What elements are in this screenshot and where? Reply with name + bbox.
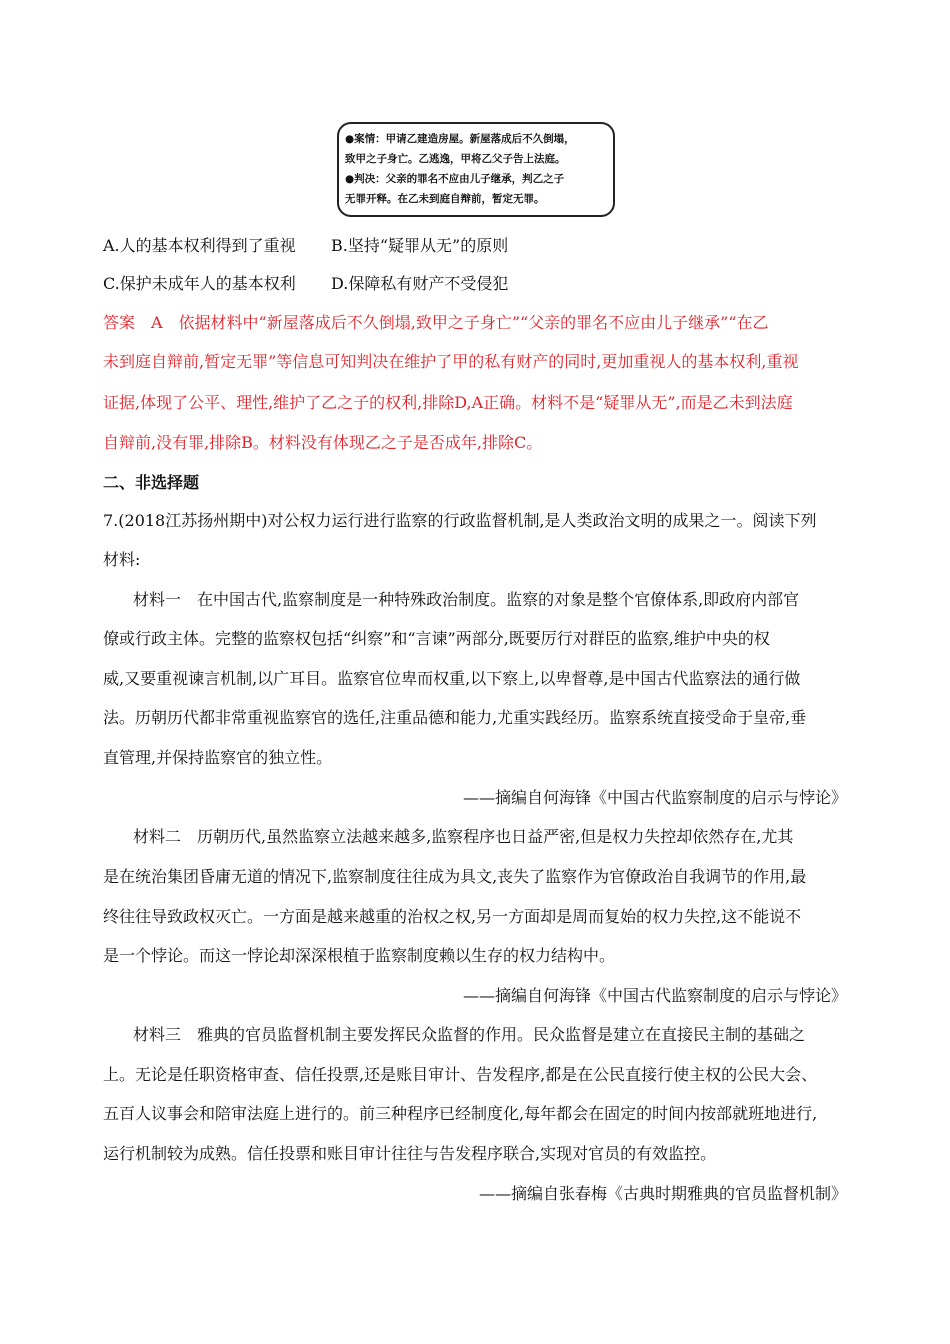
material-three-line: 材料三 雅典的官员监督机制主要发挥民众监督的作用。民众监督是建立在直接民主制的基础之	[133, 1025, 806, 1044]
material-two-source: ——摘编自何海锋《中国古代监察制度的启示与悖论》	[462, 986, 847, 1005]
material-one-source: ——摘编自何海锋《中国古代监察制度的启示与悖论》	[462, 788, 847, 807]
question-line: 材料:	[103, 550, 141, 569]
option-b: B.坚持“疑罪从无”的原则	[331, 236, 509, 255]
material-two-line: 材料二 历朝历代,虽然监察立法越来越多,监察程序也日益严密,但是权力失控却依然存在,尤其	[133, 827, 794, 846]
material-three-line: 上。无论是任职资格审查、信任投票,还是账目审计、告发程序,都是在公民直接行使主权的公民大会、	[103, 1065, 818, 1084]
material-three-line: 运行机制较为成熟。信任投票和账目审计往往与告发程序联合,实现对官员的有效监控。	[103, 1144, 717, 1163]
option-c: C.保护未成年人的基本权利	[103, 274, 296, 293]
answer-line: 答案 A 依据材料中“新屋落成后不久倒塌,致甲之子身亡”“父亲的罪名不应由儿子继承”“在乙	[103, 313, 769, 332]
material-one-line: 僚或行政主体。完整的监察权包括“纠察”和“言谏”两部分,既要厉行对群臣的监察,维护中央的权	[103, 629, 770, 648]
answer-line: 证据,体现了公平、理性,维护了乙之子的权利,排除D,A正确。材料不是“疑罪从无”,而是乙未到法庭	[103, 393, 793, 412]
case-box-line: 致甲之子身亡。乙逃逸，甲将乙父子告上法庭。	[345, 153, 566, 165]
material-one-line: 威,又要重视谏言机制,以广耳目。监察官位卑而权重,以下察上,以卑督尊,是中国古代监察法的通行做	[103, 669, 801, 688]
answer-line: 自辩前,没有罪,排除B。材料没有体现乙之子是否成年,排除C。	[103, 433, 543, 452]
option-d: D.保障私有财产不受侵犯	[331, 274, 509, 293]
material-one-line: 材料一 在中国古代,监察制度是一种特殊政治制度。监察的对象是整个官僚体系,即政府内部官	[133, 590, 800, 609]
material-two-line: 是在统治集团昏庸无道的情况下,监察制度往往成为具文,丧失了监察作为官僚政治自我调节的作用,最	[103, 867, 807, 886]
answer-line: 未到庭自辩前,暂定无罪”等信息可知判决在维护了甲的私有财产的同时,更加重视人的基本权利,重视	[103, 352, 799, 371]
case-box-line: ●案情：甲请乙建造房屋。新屋落成后不久倒塌，	[345, 133, 575, 145]
material-one-line: 直管理,并保持监察官的独立性。	[103, 748, 333, 767]
case-summary-box	[337, 122, 615, 217]
case-box-line: 无罪开释。在乙未到庭自辩前，暂定无罪。	[345, 193, 545, 205]
material-three-line: 五百人议事会和陪审法庭上进行的。前三种程序已经制度化,每年都会在固定的时间内按部就班地进行,	[103, 1104, 818, 1123]
case-box-line: ●判决：父亲的罪名不应由儿子继承，判乙之子	[345, 173, 565, 185]
section-title: 二、非选择题	[103, 473, 200, 492]
material-two-line: 终往往导致政权灭亡。一方面是越来越重的治权之权,另一方面却是周而复始的权力失控,这不能说不	[103, 907, 802, 926]
option-a: A.人的基本权利得到了重视	[103, 236, 296, 255]
material-three-source: ——摘编自张春梅《古典时期雅典的官员监督机制》	[478, 1184, 847, 1203]
question-line: 7.(2018江苏扬州期中)对公权力运行进行监察的行政监督机制,是人类政治文明的成果之一。阅读下列	[103, 511, 817, 530]
material-one-line: 法。历朝历代都非常重视监察官的选任,注重品德和能力,尤重实践经历。监察系统直接受命于皇帝,垂	[103, 708, 807, 727]
material-two-line: 是一个悖论。而这一悖论却深深根植于监察制度赖以生存的权力结构中。	[103, 946, 616, 965]
